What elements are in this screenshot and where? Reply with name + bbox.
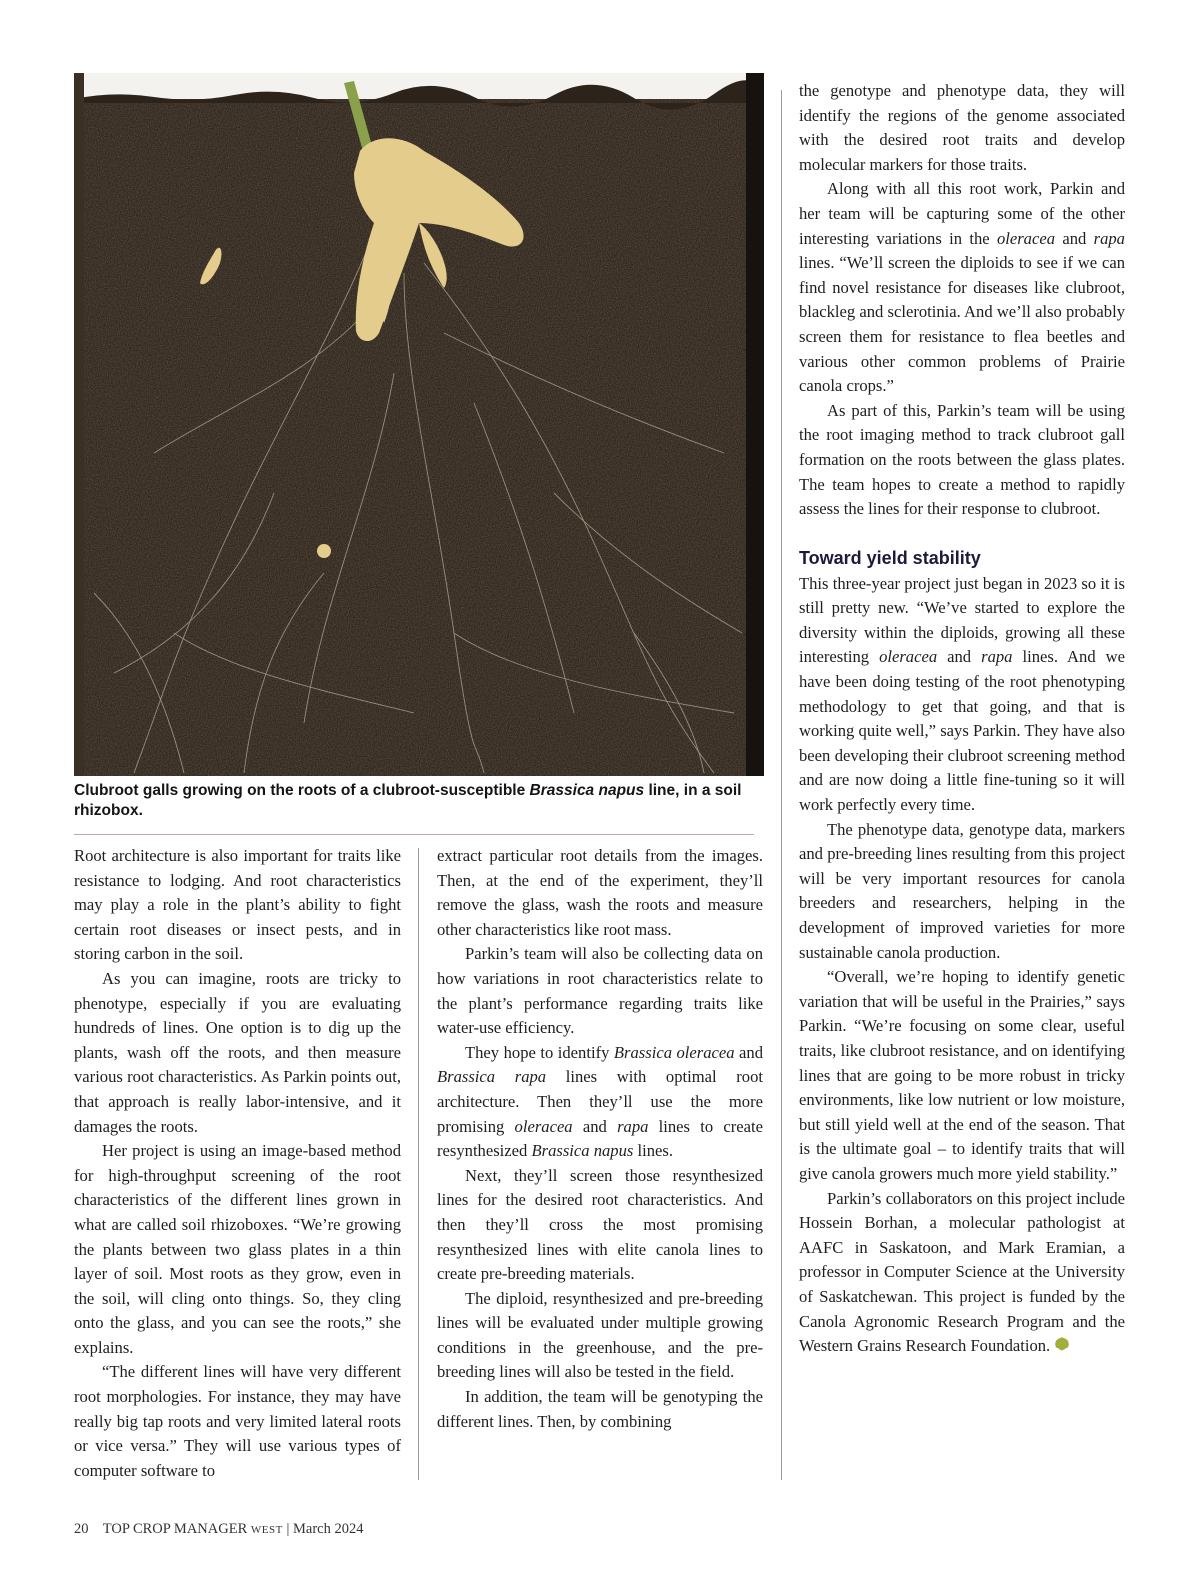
paragraph: Along with all this root work, Parkin and her team will be capturing some of the other interesting variations in the oleracea and rapa lines. “We’ll screen the diploids to see if we can find novel resistance for diseases like clubroot, blackleg and sclerotinia. And we’ll also probably screen them for resistance to flea beetles and various other common problems of Prairie canola crops.” — [799, 179, 1125, 396]
paragraph: Next, they’ll screen those resynthesized lines for the desired root characteristics. And then they’ll cross the most promising resynthesized lines with elite canola lines to create pre-breeding materials. — [437, 1165, 763, 1284]
paragraph: As part of this, Parkin’s team will be using the root imaging method to track clubroot gall formation on the roots between the glass plates. The team hopes to create a method to rapidly assess the lines for their response to clubroot. — [799, 400, 1125, 519]
paragraph: They hope to identify Brassica oleracea and Brassica rapa lines with optimal root architecture. Then they’ll use the more promising oleracea and rapa lines to create resynthesized Brassica napus lines. — [437, 1042, 764, 1161]
paragraph: the genotype and phenotype data, they will identify the regions of the genome associated with the desired root traits and develop molecular markers for those traits. — [799, 81, 1125, 174]
paragraph: As you can imagine, roots are tricky to phenotype, especially if you are evaluating hundreds of lines. One option is to dig up the plants, wash off the roots, and then measure various root characteristics. As Parkin points out, that approach is really labor-intensive, and it damages the roots. — [74, 968, 401, 1136]
column-divider — [418, 848, 419, 1480]
section-heading: Toward yield stability — [799, 547, 981, 568]
paragraph: Parkin’s collaborators on this project include Hossein Borhan, a molecular pathologist at AAFC in Saskatoon, and Mark Eramian, a professor in Computer Science at the University of Saskatchewan. This project is funded by the Canola Agronomic Research Program and the Western Grains Research Foundation. — [799, 1188, 1125, 1356]
column-divider — [781, 90, 782, 1480]
paragraph: extract particular root details from the images. Then, at the end of the experiment, they’ll remove the glass, wash the roots and measure other characteristics like root mass. — [437, 846, 763, 939]
caption-rule — [74, 834, 754, 835]
footer-separator: | — [286, 1521, 290, 1537]
paragraph: Parkin’s team will also be collecting data on how variations in root characteristics relate to the plant’s performance regarding traits like water-use efficiency. — [437, 944, 763, 1038]
photo-caption: Clubroot galls growing on the roots of a clubroot-susceptible Brassica napus line, in a soil rhizobox. — [74, 782, 742, 819]
issue-date: March 2024 — [292, 1521, 364, 1537]
paragraph: “Overall, we’re hoping to identify genetic variation that will be useful in the Prairies,” says Parkin. “We’re focusing on some clear, useful traits, like clubroot resistance, and on identifying lines that are going to be more robust in tricky environments, like low nutrient or low moisture, but still yield well at the end of the season. That is the ultimate goal – to identify traits that will give canola growers much more yield stability.” — [799, 967, 1125, 1183]
paragraph: The diploid, resynthesized and pre-breeding lines will be evaluated under multiple growing conditions in the greenhouse, and the pre-breeding lines will also be tested in the field. — [437, 1288, 763, 1382]
paragraph: In addition, the team will be genotyping the different lines. Then, by combining — [437, 1387, 763, 1431]
page-footer — [74, 1521, 363, 1538]
magazine-name: TOP CROP MANAGER — [102, 1521, 248, 1537]
magazine-edition: WEST — [250, 1524, 283, 1536]
article-column-2 — [437, 844, 763, 1434]
paragraph: Her project is using an image-based method for high-throughput screening of the root characteristics of the different lines grown in what are called soil rhizoboxes. “We’re growing the plants between two glass plates in a thin layer of soil. Most roots as they grow, even in the soil, will cling onto things. So, they cling onto the glass, and you can see the roots,” she explains. — [74, 1141, 401, 1357]
article-column-3 — [799, 79, 1125, 1359]
paragraph: This three-year project just began in 2023 so it is still pretty new. “We’ve started to explore the diversity within the diploids, growing all these interesting oleracea and rapa lines. And we have been doing testing of the root phenotyping methodology to get that going, and that is working quite well,” says Parkin. They have also been developing their clubroot screening method and are now doing a little fine-tuning so it will work perfectly every time. — [799, 573, 1125, 815]
rhizobox-root-photo — [74, 73, 764, 776]
canola-leaf-icon — [1054, 1336, 1070, 1352]
article-column-1 — [74, 844, 401, 1483]
paragraph: “The different lines will have very different root morphologies. For instance, they may have really big tap roots and very limited lateral roots or vice versa.” They will use various types of computer software to — [74, 1362, 401, 1480]
paragraph: Root architecture is also important for traits like resistance to lodging. And root characteristics may play a role in the plant’s ability to fight certain root diseases or insect pests, and in storing carbon in the soil. — [74, 846, 401, 964]
paragraph: The phenotype data, genotype data, markers and pre-breeding lines resulting from this project will be very important resources for canola breeders and researchers, helping in the development of improved varieties for more sustainable canola production. — [799, 819, 1125, 962]
page-number: 20 — [74, 1521, 89, 1537]
